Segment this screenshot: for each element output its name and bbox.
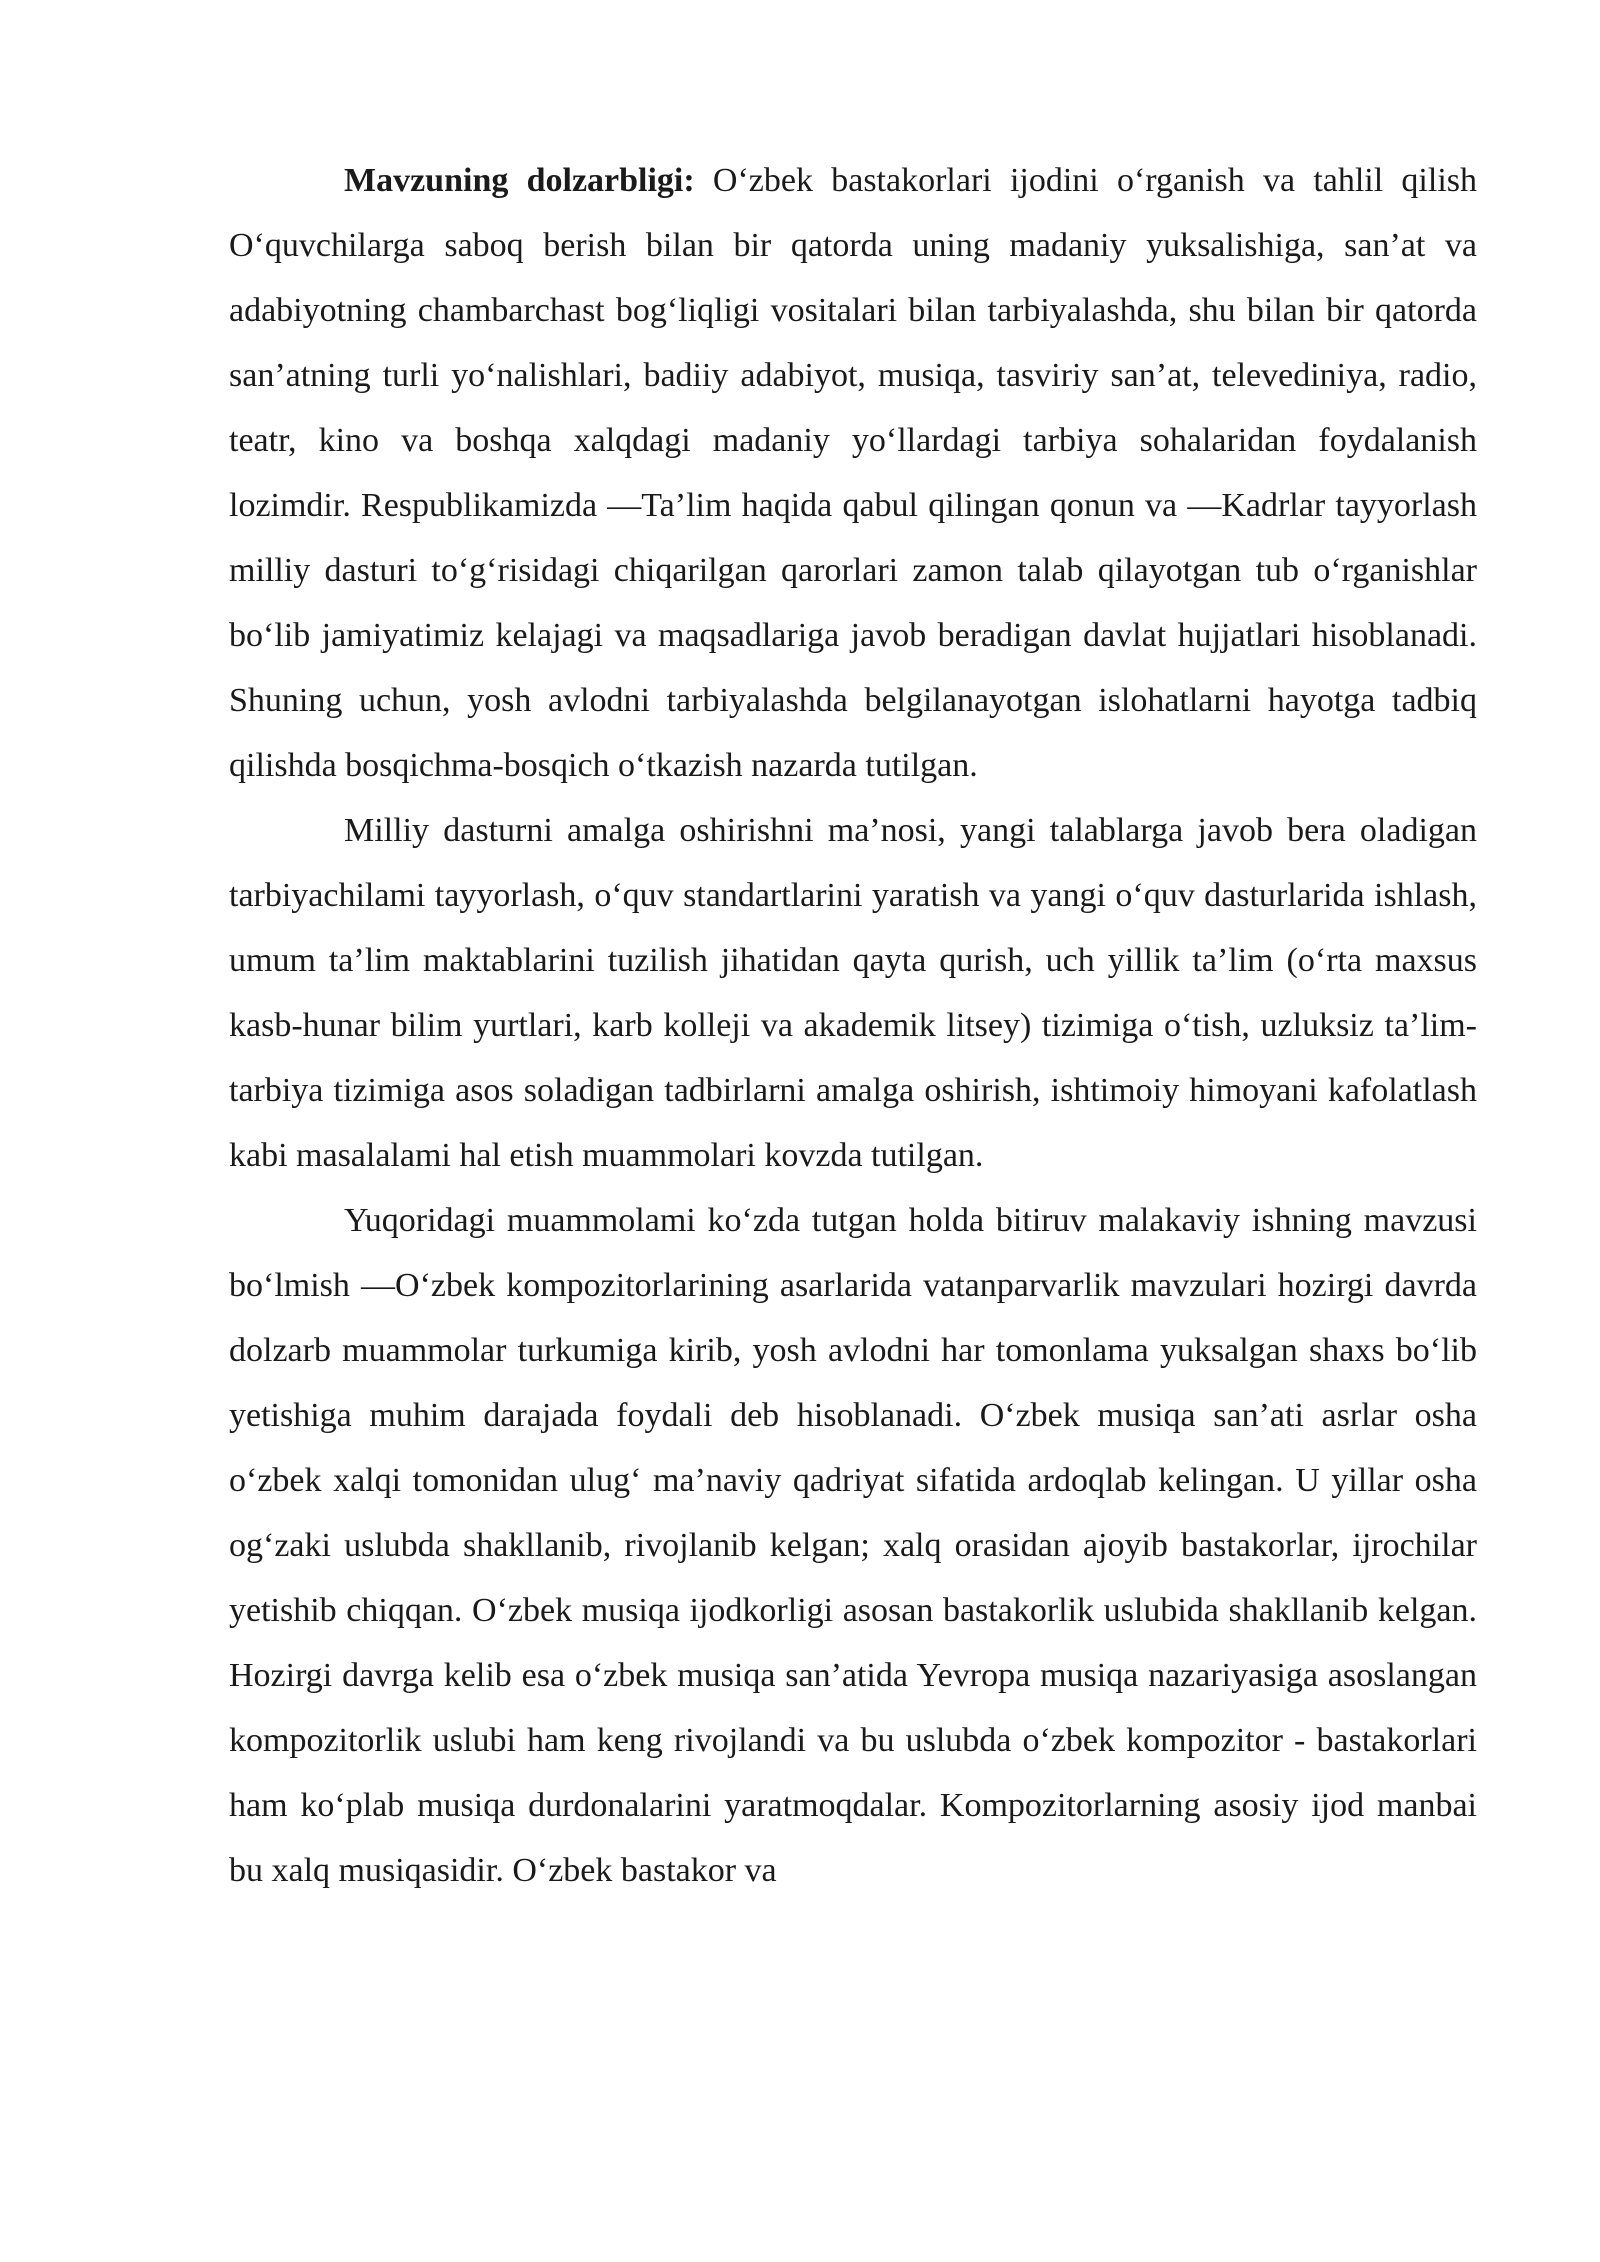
paragraph-text: Yuqoridagi muammolami ko‘zda tutgan holda bitiruv malakaviy ishning mavzusi bo‘lmish —O‘zbek kompozitorlarining asarlarida vatanparvarlik mavzulari hozirgi davrda dolzarb muammolar turkumiga kirib, yosh avlodni har tomonlama yuksalgan shaxs bo‘lib yetishiga muhim darajada foydali deb hisoblanadi. O‘zbek musiqa san’ati asrlar osha o‘zbek xalqi tomonidan ulug‘ ma’naviy qadriyat sifatida ardoqlab kelingan. U yillar osha og‘zaki uslubda shakllanib, rivojlanib kelgan; xalq orasidan ajoyib bastakorlar, ijrochilar yetishib chiqqan. O‘zbek musiqa ijodkorligi asosan bastakorlik uslubida shakllanib kelgan. Hozirgi davrga kelib esa o‘zbek musiqa san’atida Yevropa musiqa nazariyasiga asoslangan kompozitorlik uslubi ham keng rivojlandi va bu uslubda o‘zbek kompozitor - bastakorlari ham ko‘plab musiqa durdonalarini yaratmoqdalar. Kompozitorlarning asosiy ijod manbai bu xalq musiqasidir. O‘zbek bastakor va	[229, 1202, 1477, 1889]
paragraph-text: Milliy dasturni amalga oshirishni ma’nosi, yangi talablarga javob bera oladigan tarbiyachilami tayyorlash, o‘quv standartlarini yaratish va yangi o‘quv dasturlarida ishlash, umum ta’lim maktablarini tuzilish jihatidan qayta qurish, uch yillik ta’lim (o‘rta maxsus kasb-hunar bilim yurtlari, karb kolleji va akademik litsey) tizimiga o‘tish, uzluksiz ta’lim-tarbiya tizimiga asos soladigan tadbirlarni amalga oshirish, ishtimoiy himoyani kafolatlash kabi masalalami hal etish muammolari kovzda tutilgan.	[229, 812, 1477, 1174]
body-text	[229, 148, 1477, 1903]
paragraph-text: O‘zbek bastakorlari ijodini o‘rganish va tahlil qilish O‘quvchilarga saboq berish bilan bir qatorda uning madaniy yuksalishiga, san’at va adabiyotning chambarchast bog‘liqligi vositalari bilan tarbiyalashda, shu bilan bir qatorda san’atning turli yo‘nalishlari, badiiy adabiyot, musiqa, tasviriy san’at, televediniya, radio, teatr, kino va boshqa xalqdagi madaniy yo‘llardagi tarbiya sohalaridan foydalanish lozimdir. Respublikamizda —Ta’lim haqida qabul qilingan qonun va —Kadrlar tayyorlash milliy dasturi to‘g‘risidagi chiqarilgan qarorlari zamon talab qilayotgan tub o‘rganishlar bo‘lib jamiyatimiz kelajagi va maqsadlariga javob beradigan davlat hujjatlari hisoblanadi. Shuning uchun, yosh avlodni tarbiyalashda belgilanayotgan islohatlarni hayotga tadbiq qilishda bosqichma-bosqich o‘tkazish nazarda tutilgan.	[229, 162, 1477, 784]
paragraph-thesis-topic	[229, 1188, 1477, 1903]
section-lead-heading: Mavzuning dolzarbligi:	[344, 162, 695, 199]
paragraph-relevance	[229, 148, 1477, 798]
paragraph-national-program	[229, 798, 1477, 1188]
